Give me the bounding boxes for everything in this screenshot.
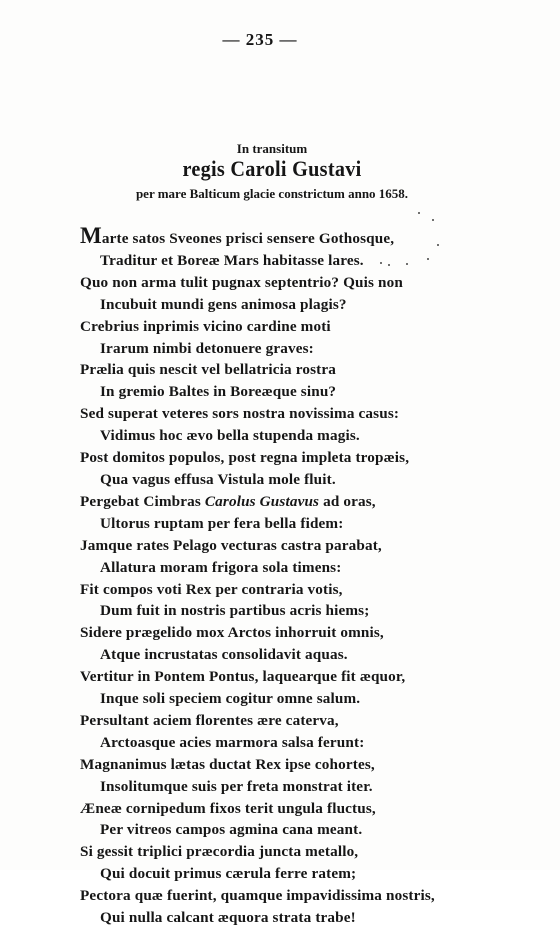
poem-line bbox=[80, 841, 560, 863]
italic-name: Carolus Gustavus bbox=[204, 492, 320, 510]
page-number: — 235 — bbox=[222, 30, 298, 49]
poem-line bbox=[80, 381, 560, 403]
print-speck bbox=[406, 263, 408, 265]
poem-line-text: Ultorus ruptam per fera bella fidem: bbox=[100, 514, 344, 532]
poem-line-text: Allatura moram frigora sola timens: bbox=[100, 558, 342, 576]
poem-line-text: Atque incrustatas consolidavit aquas. bbox=[100, 646, 348, 664]
poem-line bbox=[80, 798, 560, 820]
poem-line-text: Arctoasque acies marmora salsa ferunt: bbox=[100, 733, 365, 751]
poem-line bbox=[80, 469, 560, 491]
poem-line bbox=[80, 776, 560, 798]
poem-line-text: Sed superat veteres sors nostra novissima casus: bbox=[80, 405, 400, 423]
poem-line bbox=[80, 557, 560, 579]
poem-line bbox=[80, 644, 560, 666]
poem-body bbox=[80, 223, 560, 929]
poem-line bbox=[80, 732, 560, 754]
poem-line bbox=[80, 513, 560, 535]
poem-line-text: Pergebat Cimbras bbox=[80, 492, 205, 510]
poem-line-text: Dum fuit in nostris partibus acris hiems; bbox=[100, 602, 370, 620]
poem-line bbox=[80, 338, 560, 360]
print-speck bbox=[418, 212, 420, 214]
poem-heading-line-3: per mare Balticum glacie constrictum anno 1658. bbox=[135, 186, 409, 201]
poem-line bbox=[80, 316, 560, 338]
poem-line-text: Æneæ cornipedum fixos terit ungula fluctus, bbox=[80, 799, 376, 817]
poem-line bbox=[80, 250, 560, 272]
poem-line-text: Sidere prægelido mox Arctos inhorruit omnis, bbox=[80, 624, 384, 642]
poem-line bbox=[80, 294, 560, 316]
poem-line-text: Vidimus hoc ævo bella stupenda magis. bbox=[100, 427, 360, 445]
poem-line-text: Inque soli speciem cogitur omne salum. bbox=[100, 690, 361, 708]
poem-line-text: Insolitumque suis per freta monstrat iter. bbox=[100, 777, 373, 795]
print-speck bbox=[380, 262, 382, 264]
poem-line bbox=[80, 622, 560, 644]
poem-line-text: Magnanimus lætas ductat Rex ipse cohortes, bbox=[80, 755, 375, 773]
poem-line-text: Quo non arma tulit pugnax septentrio? Quis non bbox=[80, 273, 403, 291]
poem-line-text: Irarum nimbi detonuere graves: bbox=[100, 339, 314, 357]
print-speck bbox=[388, 264, 390, 266]
poem-line bbox=[80, 491, 560, 513]
poem-line-text: Persultant aciem florentes ære caterva, bbox=[80, 711, 339, 729]
poem-line bbox=[80, 907, 560, 929]
poem-line bbox=[80, 600, 560, 622]
poem-line bbox=[80, 359, 560, 381]
poem-line bbox=[80, 425, 560, 447]
poem-line-text: Fit compos voti Rex per contraria votis, bbox=[80, 580, 343, 598]
poem-line bbox=[80, 819, 560, 841]
poem-line-text: Qui nulla calcant æquora strata trabe! bbox=[100, 909, 356, 927]
poem-line bbox=[80, 754, 560, 776]
poem-line-text: ad oras, bbox=[319, 492, 376, 510]
poem-line bbox=[80, 403, 560, 425]
poem-line bbox=[80, 688, 560, 710]
poem-line-text: Crebrius inprimis vicino cardine moti bbox=[80, 317, 331, 335]
poem-line bbox=[80, 863, 560, 885]
poem-line-text: Qua vagus effusa Vistula mole fluit. bbox=[100, 470, 336, 488]
poem-line bbox=[80, 447, 560, 469]
poem-line bbox=[80, 710, 560, 732]
poem-line bbox=[80, 666, 560, 688]
poem-line-text: Si gessit triplici præcordia juncta metallo, bbox=[80, 843, 359, 861]
poem-line-text: arte satos Sveones prisci sensere Gothosque, bbox=[101, 230, 395, 247]
poem-line-text: Vertitur in Pontem Pontus, laquearque fit æquor, bbox=[80, 668, 406, 686]
poem-line-text: Post domitos populos, post regna impleta tropæis, bbox=[80, 449, 410, 467]
poem-line-text: Pectora quæ fuerint, quamque impavidissima nostris, bbox=[80, 887, 435, 905]
poem-heading-line-1: In transitum bbox=[236, 141, 308, 156]
poem-line-text: Traditur et Boreæ Mars habitasse lares. bbox=[100, 251, 364, 269]
poem-line bbox=[80, 223, 560, 250]
print-speck bbox=[432, 219, 434, 221]
poem-line-text: Prælia quis nescit vel bellatricia rostra bbox=[80, 361, 337, 379]
poem-line-text: Incubuit mundi gens animosa plagis? bbox=[100, 295, 347, 313]
poem-line-text: Per vitreos campos agmina cana meant. bbox=[100, 821, 363, 839]
poem-line bbox=[80, 579, 560, 601]
print-speck bbox=[437, 244, 439, 246]
poem-line-text: In gremio Baltes in Boreæque sinu? bbox=[100, 383, 337, 401]
poem-line bbox=[80, 535, 560, 557]
poem-line-text: Qui docuit primus cærula ferre ratem; bbox=[100, 865, 357, 883]
poem-title: regis Caroli Gustavi bbox=[182, 156, 362, 181]
print-speck bbox=[427, 258, 429, 260]
poem-line bbox=[80, 272, 560, 294]
poem-line-text: Jamque rates Pelago vecturas castra parabat, bbox=[80, 536, 382, 554]
poem-line bbox=[80, 885, 560, 907]
drop-cap: M bbox=[80, 223, 102, 248]
